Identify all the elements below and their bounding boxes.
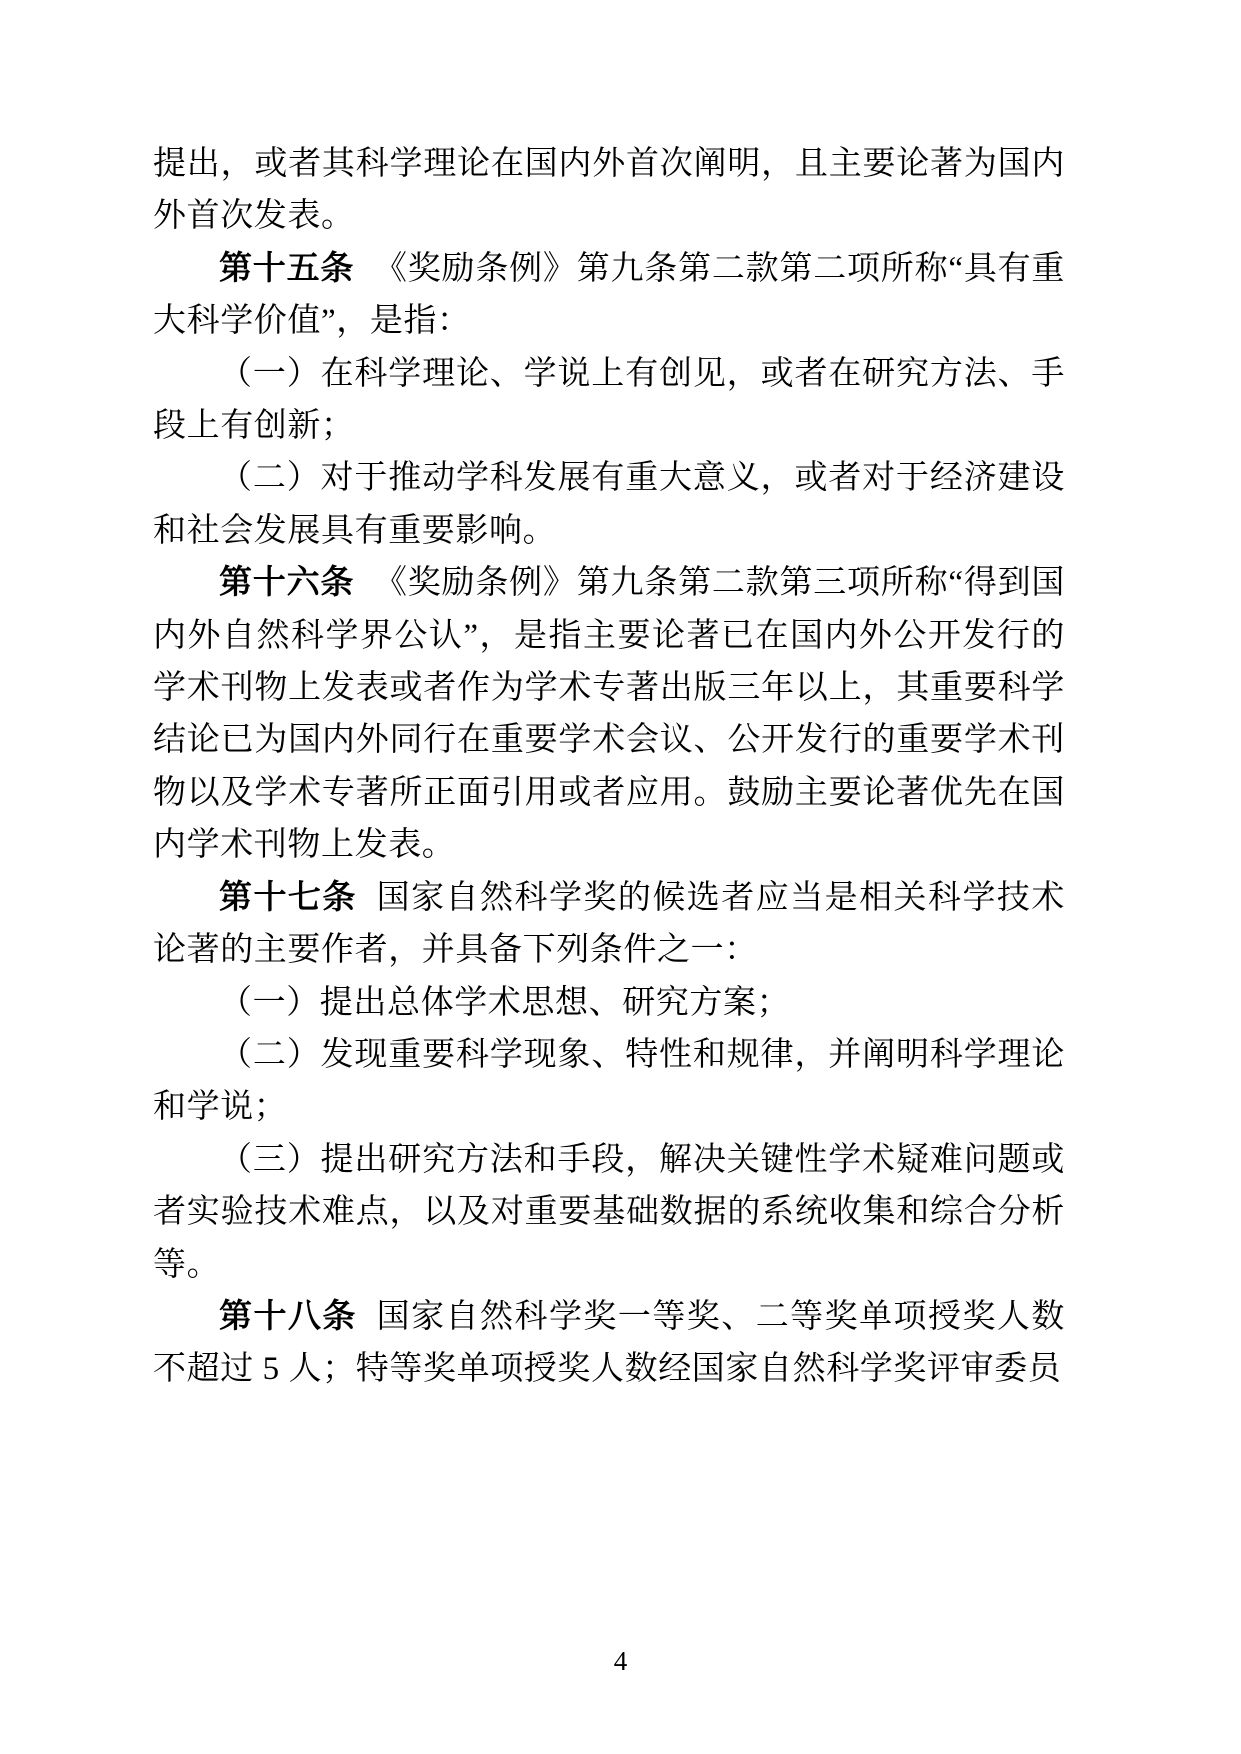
paragraph-text: （二）发现重要科学现象、特性和规律，并阐明科学理论和学说；	[153, 1036, 1065, 1126]
paragraph-text: 《奖励条例》第九条第二款第二项所称“具有重大科学价值”，是指：	[153, 250, 1066, 340]
paragraph	[153, 872, 1065, 977]
article-number: 第十五条	[219, 250, 355, 287]
paragraph	[153, 1134, 1065, 1291]
paragraph-text: （一）提出总体学术思想、研究方案；	[219, 984, 791, 1021]
paragraph	[153, 557, 1065, 871]
paragraph	[153, 977, 1065, 1029]
paragraph	[153, 348, 1065, 453]
paragraph	[153, 1291, 1065, 1396]
article-number: 第十八条	[219, 1298, 357, 1335]
paragraph	[153, 452, 1065, 557]
paragraph	[153, 138, 1065, 243]
paragraph-text: 《奖励条例》第九条第二款第三项所称“得到国内外自然科学界公认”，是指主要论著已在国内外公开发行的学术刊物上发表或者作为学术专著出版三年以上，其重要科学结论已为国内外同行在重要学术会议、公开发行的重要学术刊物以及学术专著所正面引用或者应用。鼓励主要论著优先在国内学术刊物上发表。	[153, 565, 1066, 864]
page-number: 4	[613, 1646, 628, 1676]
paragraph-text: 提出，或者其科学理论在国内外首次阐明，且主要论著为国内外首次发表。	[153, 146, 1065, 235]
paragraph-text: （二）对于推动学科发展有重大意义，或者对于经济建设和社会发展具有重要影响。	[153, 460, 1065, 549]
paragraph	[153, 243, 1065, 348]
document-body	[153, 138, 1065, 1396]
article-number: 第十七条	[219, 879, 357, 916]
paragraph-text: 国家自然科学奖一等奖、二等奖单项授奖人数不超过 5 人；特等奖单项授奖人数经国家自然科学奖评审委员	[153, 1298, 1065, 1388]
paragraph-text: （三）提出研究方法和手段，解决关键性学术疑难问题或者实验技术难点，以及对重要基础数据的系统收集和综合分析等。	[153, 1141, 1065, 1283]
paragraph-text: 国家自然科学奖的候选者应当是相关科学技术论著的主要作者，并具备下列条件之一：	[153, 879, 1065, 969]
paragraph	[153, 1029, 1065, 1134]
paragraph-text: （一）在科学理论、学说上有创见，或者在研究方法、手段上有创新；	[153, 355, 1065, 445]
article-number: 第十六条	[219, 565, 355, 602]
